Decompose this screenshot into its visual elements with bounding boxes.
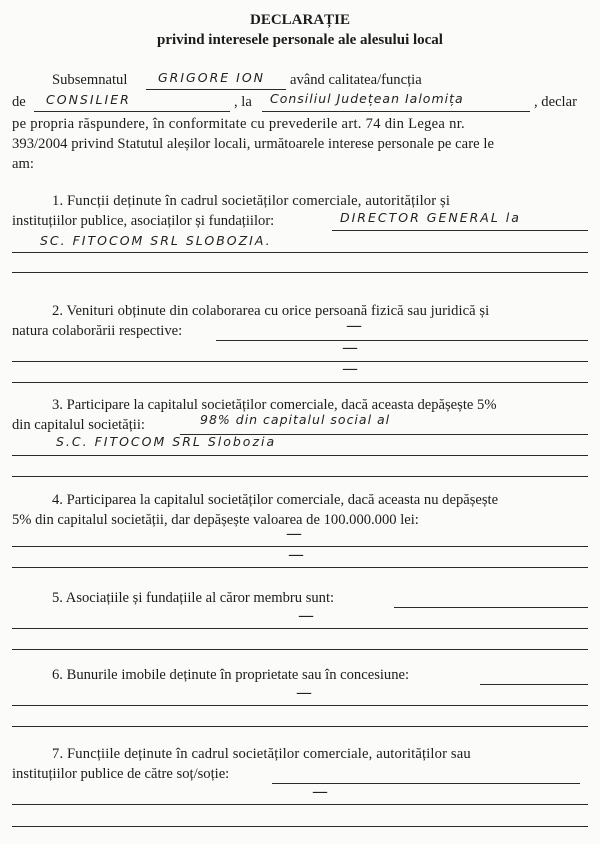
document-subtitle: privind interesele personale ale alesului local bbox=[157, 32, 443, 48]
section-2-dash-2: — bbox=[342, 338, 358, 357]
section-1-field-line-2 bbox=[12, 252, 588, 253]
section-2-dash-1: — bbox=[346, 316, 362, 335]
handwritten-institution: Consiliul Județean Ialomița bbox=[270, 91, 464, 106]
section-7-field-line-2 bbox=[12, 804, 588, 805]
section-1-line-1: 1. Funcții deținute în cadrul societăților comerciale, autorităților și bbox=[52, 193, 451, 209]
intro-subsemnatul: Subsemnatul bbox=[52, 72, 128, 88]
section-2-line-2: natura colaborării respective: bbox=[12, 323, 183, 339]
section-7-line-2: instituțiilor publice de către soț/soție: bbox=[12, 766, 230, 782]
intro-declar: , declar bbox=[534, 94, 577, 110]
handwritten-function: CONSILIER bbox=[46, 92, 131, 107]
handwritten-name: GRIGORE ION bbox=[158, 70, 266, 85]
section-6-field-line-3 bbox=[12, 726, 588, 727]
handwritten-section-3-line-1: 98% din capitalul social al bbox=[200, 412, 391, 427]
section-2-field-line-3 bbox=[12, 382, 588, 383]
section-7-line-1: 7. Funcțiile deținute în cadrul societăților comerciale, autorităților sau bbox=[52, 746, 471, 762]
section-6-field-line-1 bbox=[480, 684, 588, 685]
section-5-field-line-3 bbox=[12, 649, 588, 650]
institution-field-line bbox=[262, 111, 530, 112]
section-7-dash-1: — bbox=[312, 782, 328, 801]
intro-line-4: 393/2004 privind Statutul aleșilor locali, următoarele interese personale pe care le bbox=[12, 136, 494, 152]
section-4-dash-1: — bbox=[286, 524, 302, 543]
intro-calitatea: având calitatea/funcția bbox=[290, 72, 422, 88]
section-4-field-line-2 bbox=[12, 567, 588, 568]
section-6-dash-1: — bbox=[296, 683, 312, 702]
document-title: DECLARAȚIE bbox=[249, 12, 351, 28]
section-1-field-line-1 bbox=[332, 230, 588, 231]
section-6-line-1: 6. Bunurile imobile deținute în proprietate sau în concesiune: bbox=[52, 667, 410, 683]
name-field-line bbox=[146, 89, 286, 90]
section-2-dash-3: — bbox=[342, 359, 358, 378]
section-5-line-1: 5. Asociațiile și fundațiile al căror membru sunt: bbox=[52, 590, 335, 606]
section-5-field-line-1 bbox=[394, 607, 588, 608]
section-3-line-2: din capitalul societății: bbox=[12, 417, 145, 433]
section-5-dash-1: — bbox=[298, 606, 314, 625]
section-4-line-2: 5% din capitalul societății, dar depășește valoarea de 100.000.000 lei: bbox=[12, 512, 419, 528]
handwritten-section-1-line-2: SC. FITOCOM SRL SLOBOZIA. bbox=[40, 233, 272, 248]
intro-la: , la bbox=[234, 94, 252, 110]
intro-line-5: am: bbox=[12, 156, 34, 172]
handwritten-section-1-line-1: DIRECTOR GENERAL la bbox=[340, 210, 521, 225]
section-6-field-line-2 bbox=[12, 705, 588, 706]
section-7-field-line-3 bbox=[12, 826, 588, 827]
intro-line-3: pe propria răspundere, în conformitate cu prevederile art. 74 din Legea nr. bbox=[12, 116, 465, 132]
section-2-line-1: 2. Venituri obținute din colaborarea cu orice persoană fizică sau juridică și bbox=[52, 303, 490, 319]
section-5-field-line-2 bbox=[12, 628, 588, 629]
section-2-field-line-2 bbox=[12, 361, 588, 362]
function-field-line bbox=[34, 111, 230, 112]
section-3-field-line-3 bbox=[12, 476, 588, 477]
section-4-line-1: 4. Participarea la capitalul societăților comerciale, dacă aceasta nu depășește bbox=[52, 492, 499, 508]
section-3-line-1: 3. Participare la capitalul societăților comerciale, dacă aceasta depășește 5% bbox=[52, 397, 497, 413]
section-1-line-2: instituțiilor publice, asociaților și fundațiilor: bbox=[12, 213, 275, 229]
section-4-dash-2: — bbox=[288, 545, 304, 564]
section-1-field-line-3 bbox=[12, 272, 588, 273]
intro-de: de bbox=[12, 94, 26, 110]
section-3-field-line-2 bbox=[12, 455, 588, 456]
handwritten-section-3-line-2: S.C. FITOCOM SRL Slobozia bbox=[56, 434, 277, 449]
section-2-field-line-1 bbox=[216, 340, 588, 341]
